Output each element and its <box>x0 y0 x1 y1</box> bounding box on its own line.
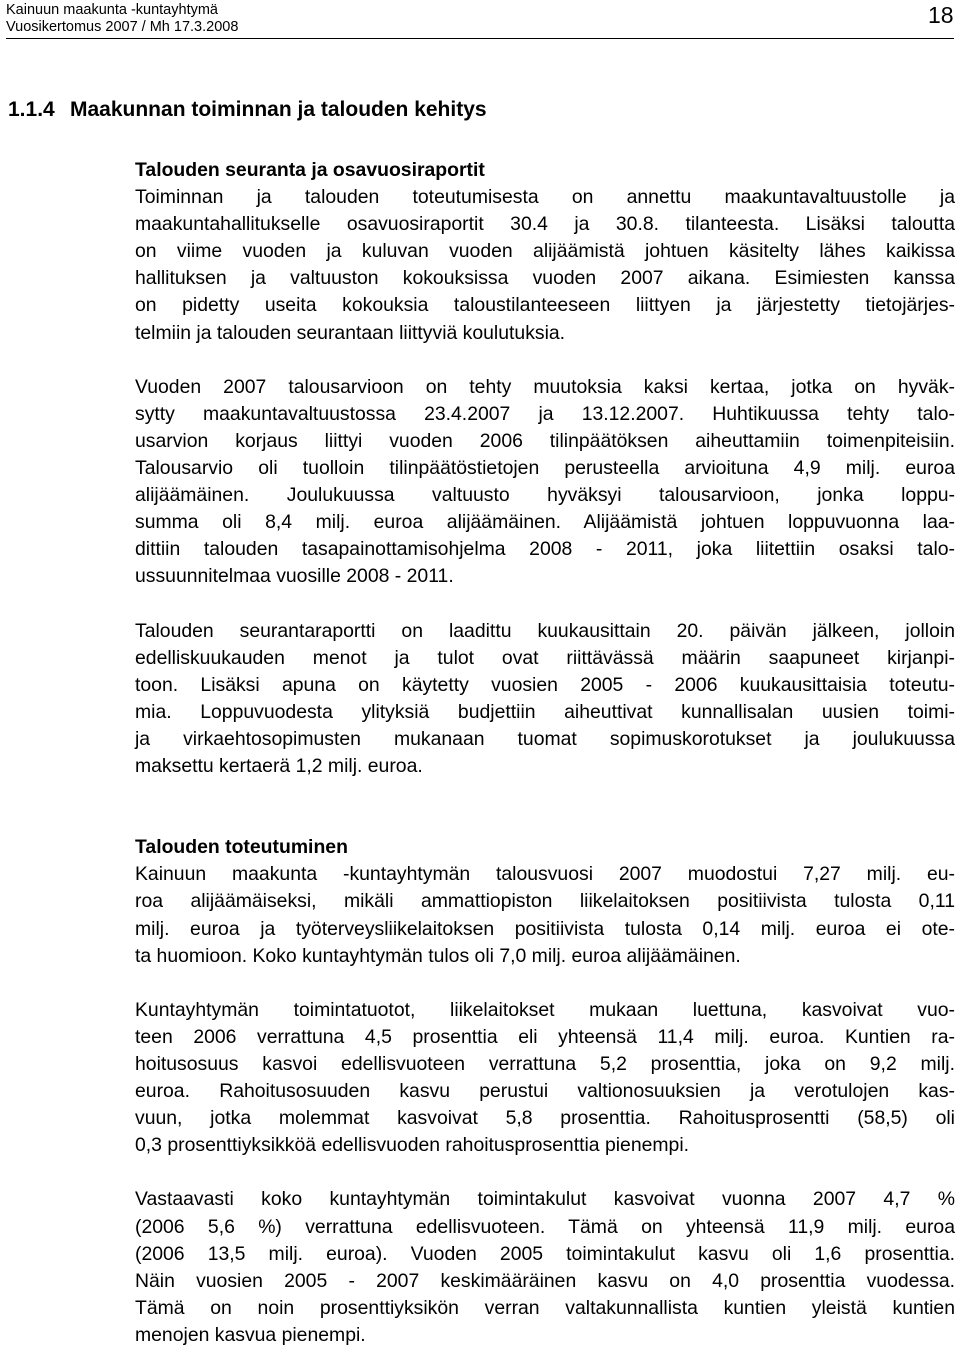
header-divider <box>6 38 954 39</box>
paragraph <box>135 618 955 781</box>
paragraph <box>135 374 955 591</box>
text-line: Talousarvio oli tuolloin tilinpäätöstietojen perusteella arvioituna 4,9 milj. euroa <box>135 457 955 480</box>
text-line: Vastaavasti koko kuntayhtymän toimintakulut kasvoivat vuonna 2007 4,7 % <box>135 1188 955 1211</box>
text-line: teen 2006 verrattuna 4,5 prosenttia eli yhteensä 11,4 milj. euroa. Kuntien ra- <box>135 1025 955 1048</box>
text-line: summa oli 8,4 milj. euroa alijäämäinen. Alijäämistä johtuen loppuvuonna laa- <box>135 511 955 534</box>
text-line: sytty maakuntavaltuustossa 23.4.2007 ja 13.12.2007. Huhtikuussa tehty talo- <box>135 402 955 425</box>
text-line: ja virkaehtosopimusten mukanaan tuomat sopimuskorotukset ja joulukuussa <box>135 727 955 750</box>
text-line: vuun, jotka molemmat kasvoivat 5,8 prosenttia. Rahoitusprosentti (58,5) oli <box>135 1107 955 1130</box>
document-body <box>135 157 955 1349</box>
paragraph <box>135 997 955 1160</box>
document-header <box>6 2 238 36</box>
text-line: ussuunnitelmaa vuosille 2008 - 2011. <box>135 565 454 588</box>
text-line: milj. euroa ja työterveysliikelaitoksen positiivista tulosta 0,14 milj. euroa ei ote- <box>135 917 955 940</box>
text-line: (2006 5,6 %) verrattuna edellisvuoteen. Tämä on yhteensä 11,9 milj. euroa <box>135 1215 955 1238</box>
header-document-info: Vuosikertomus 2007 / Mh 17.3.2008 <box>6 19 239 35</box>
spacer <box>135 807 955 834</box>
text-line: Toiminnan ja talouden toteutumisesta on annettu maakuntavaltuustolle ja <box>135 186 955 209</box>
text-line: (2006 13,5 milj. euroa). Vuoden 2005 toimintakulut kasvu oli 1,6 prosenttia. <box>135 1242 955 1265</box>
text-line: maakuntahallitukselle osavuosiraportit 30.4 ja 30.8. tilanteesta. Lisäksi taloutta <box>135 213 955 236</box>
section-number: 1.1.4 <box>8 98 55 121</box>
text-line: Kainuun maakunta -kuntayhtymän talousvuosi 2007 muodostui 7,27 milj. eu- <box>135 863 955 886</box>
page-number: 18 <box>928 2 954 28</box>
text-line: edelliskuukauden menot ja tulot ovat riittävässä määrin saapuneet kirjanpi- <box>135 646 955 669</box>
text-line: euroa. Rahoitusosuuden kasvu perustui valtionosuuksien ja verotulojen kas- <box>135 1080 955 1103</box>
text-line: usarvion korjaus liittyi vuoden 2006 tilinpäätöksen aiheuttamiin toimenpiteisiin. <box>135 429 955 452</box>
text-line: Talouden seurantaraportti on laadittu kuukausittain 20. päivän jälkeen, jolloin <box>135 619 955 642</box>
subsection-heading-seuranta: Talouden seuranta ja osavuosiraportit <box>135 159 485 181</box>
text-line: menojen kasvua pienempi. <box>135 1323 366 1346</box>
paragraph <box>135 184 955 347</box>
subsection-heading-toteutuminen: Talouden toteutuminen <box>135 836 348 859</box>
text-line: hoitusosuus kasvoi edellisvuoteen verrattuna 5,2 prosenttia, joka on 9,2 milj. <box>135 1053 955 1075</box>
section-title-text: Maakunnan toiminnan ja talouden kehitys <box>70 98 487 121</box>
section-title <box>8 96 487 124</box>
paragraph <box>135 1186 955 1349</box>
header-organization: Kainuun maakunta -kuntayhtymä <box>6 2 218 18</box>
text-line: alijäämäinen. Joulukuussa valtuusto hyväksyi talousarvioon, jonka loppu- <box>135 484 955 507</box>
text-line: Kuntayhtymän toimintatuotot, liikelaitokset mukaan luettuna, kasvoivat vuo- <box>135 998 955 1021</box>
text-line: maksettu kertaerä 1,2 milj. euroa. <box>135 755 423 778</box>
text-line: ta huomioon. Koko kuntayhtymän tulos oli 7,0 milj. euroa alijäämäinen. <box>135 944 741 967</box>
text-line: Tämä on noin prosenttiyksikön verran valtakunnallista kuntien yleistä kuntien <box>135 1296 955 1319</box>
text-line: Vuoden 2007 talousarvioon on tehty muutoksia kaksi kertaa, jotka on hyväk- <box>135 375 955 398</box>
text-line: telmiin ja talouden seurantaan liittyviä koulutuksia. <box>135 321 566 344</box>
text-line: Näin vuosien 2005 - 2007 keskimääräinen kasvu on 4,0 prosenttia vuodessa. <box>135 1269 955 1292</box>
text-line: on pidetty useita kokouksia taloustilanteeseen liittyen ja järjestetty tietojärjes- <box>135 294 955 317</box>
text-line: mia. Loppuvuodesta ylityksiä budjettiin aiheuttivat kunnallisalan uusien toimi- <box>135 700 955 723</box>
text-line: on viime vuoden ja kuluvan vuoden alijäämistä johtuen käsitelty lähes kaikissa <box>135 240 955 263</box>
paragraph <box>135 861 955 969</box>
text-line: toon. Lisäksi apuna on käytetty vuosien 2005 - 2006 kuukausittaisia toteutu- <box>135 673 955 696</box>
text-line: hallituksen ja valtuuston kokouksissa vuoden 2007 aikana. Esimiesten kanssa <box>135 267 955 290</box>
text-line: dittiin talouden tasapainottamisohjelma 2008 - 2011, joka liitettiin osaksi talo- <box>135 538 955 561</box>
text-line: roa alijäämäiseksi, mikäli ammattiopiston liikelaitoksen positiivista tulosta 0,11 <box>135 890 955 913</box>
text-line: 0,3 prosenttiyksikköä edellisvuoden rahoitusprosenttia pienempi. <box>135 1134 690 1157</box>
